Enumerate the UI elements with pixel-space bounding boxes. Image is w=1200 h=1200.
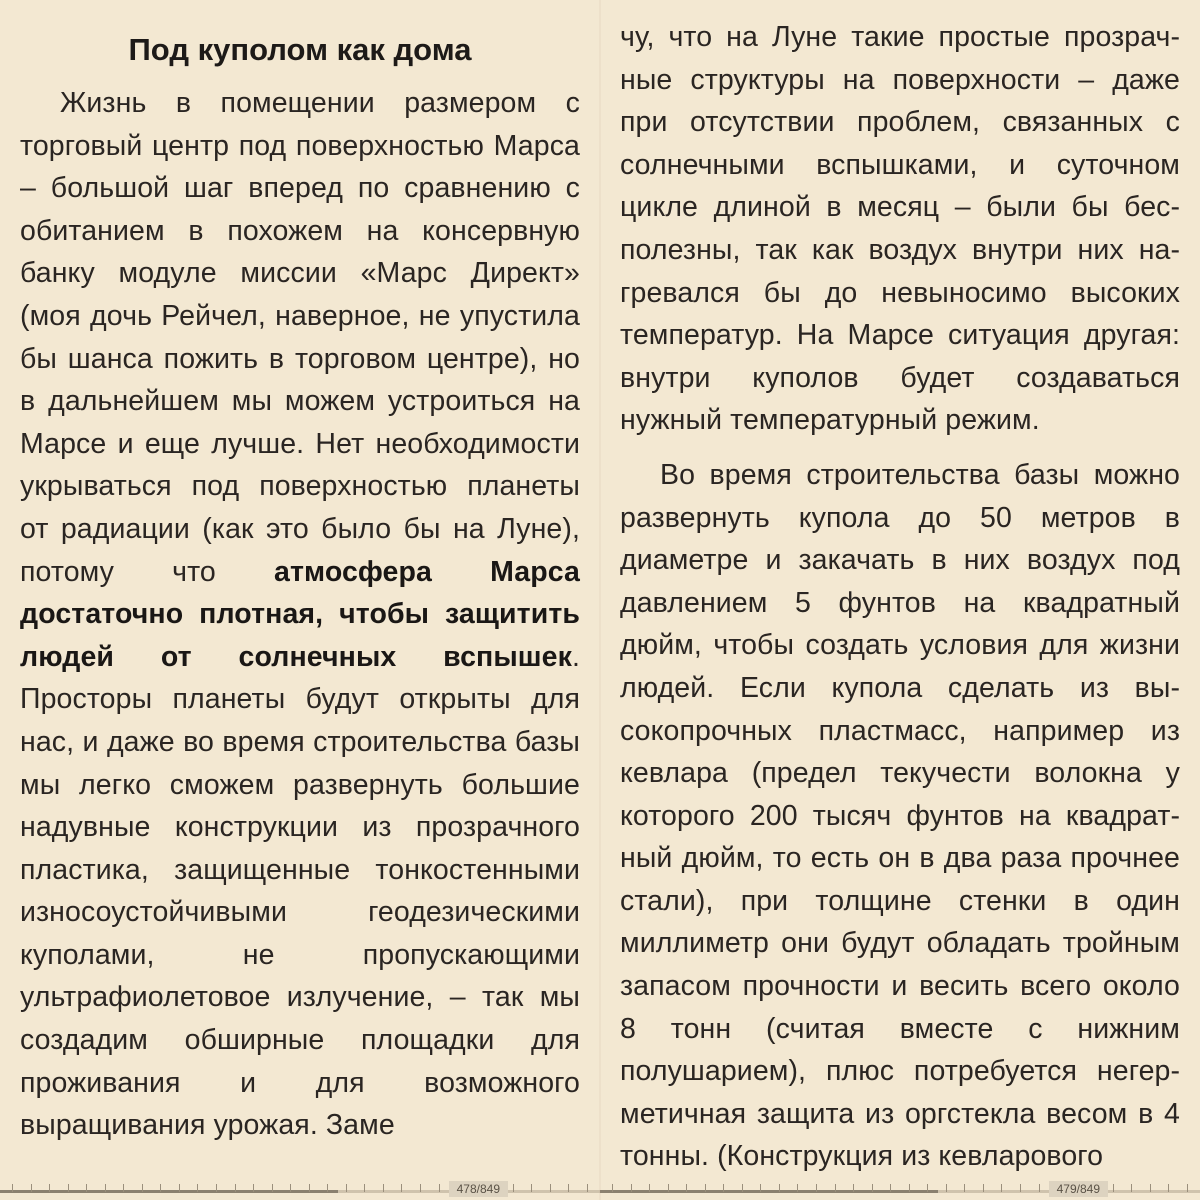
right-page-footer — [600, 1178, 1200, 1200]
left-page-footer — [0, 1178, 600, 1200]
right-page[interactable] — [600, 0, 1200, 1200]
left-page-text-column — [20, 28, 580, 1147]
left-paragraph-1-text-b: . Просторы планеты будут открыты для нас, и даже во время строительства базы мы легко сможем развернуть большие надувные конструкции из прозрачного пластика, защищенные тонкостенными износоустойчивыми геодезическими куполами, не пропускающими ультрафиолетовое излучение, – так мы создадим обширные площадки для проживания и для возможного выращивания урожая. Заме — [20, 640, 580, 1142]
left-paragraph-1-bold: атмосфера Марса достаточно плотная, чтобы защитить людей от солнечных вспышек — [20, 555, 580, 673]
chapter-title: Под куполом как дома — [128, 32, 472, 67]
right-paragraph-1: чу, что на Луне такие простые прозрачные структуры на поверхности – даже при отсутствии проблем, связанных с солнечными вспышками, и суточном цикле длиной в месяц – были бы бесполезны, так как воздух внутри них нагревался бы до невыносимо высоких температур. На Марсе ситуация другая: внутри куполов будет создаваться нужный температурный режим. — [620, 21, 1180, 437]
left-paragraph-1-text-a: Жизнь в помещении размером с торговый центр под поверхностью Марса – большой шаг вперед по сравнению с обитанием в похожем на консервную банку модуле миссии «Марс Директ» (моя дочь Рейчел, наверное, не упустила бы шанса пожить в торговом центре), но в дальнейшем мы можем устроиться на Марсе и еще лучше. Нет необходимости укрываться под поверхностью планеты от радиации (как это было бы на Луне), потому что — [20, 87, 580, 588]
right-page-counter: 479/849 — [1049, 1181, 1108, 1197]
right-paragraph-2: Во время строительства базы можно развернуть купола до 50 метров в диаметре и закачать в них воздух под давлением 5 фунтов на квадратный дюйм, чтобы создать условия для жизни людей. Если купола сделать из высокопрочных пластмасс, например из кевлара (предел текучести волокна у которого 200 тысяч фунтов на квадратный дюйм, то есть он в два раза прочнее стали), при толщине стенки в один миллиметр они будут обладать тройным запасом прочности и весить всего около 8 тонн (считая вместе с нижним полушарием), плюс потребуется негерметичная защита из оргстекла весом в 4 тонны. (Конструкция из кевларового — [620, 458, 1180, 1173]
left-paragraph-1 — [20, 82, 580, 1147]
left-page-counter: 478/849 — [449, 1181, 508, 1197]
right-page-text-column — [620, 16, 1180, 1178]
page-gutter — [599, 0, 601, 1200]
